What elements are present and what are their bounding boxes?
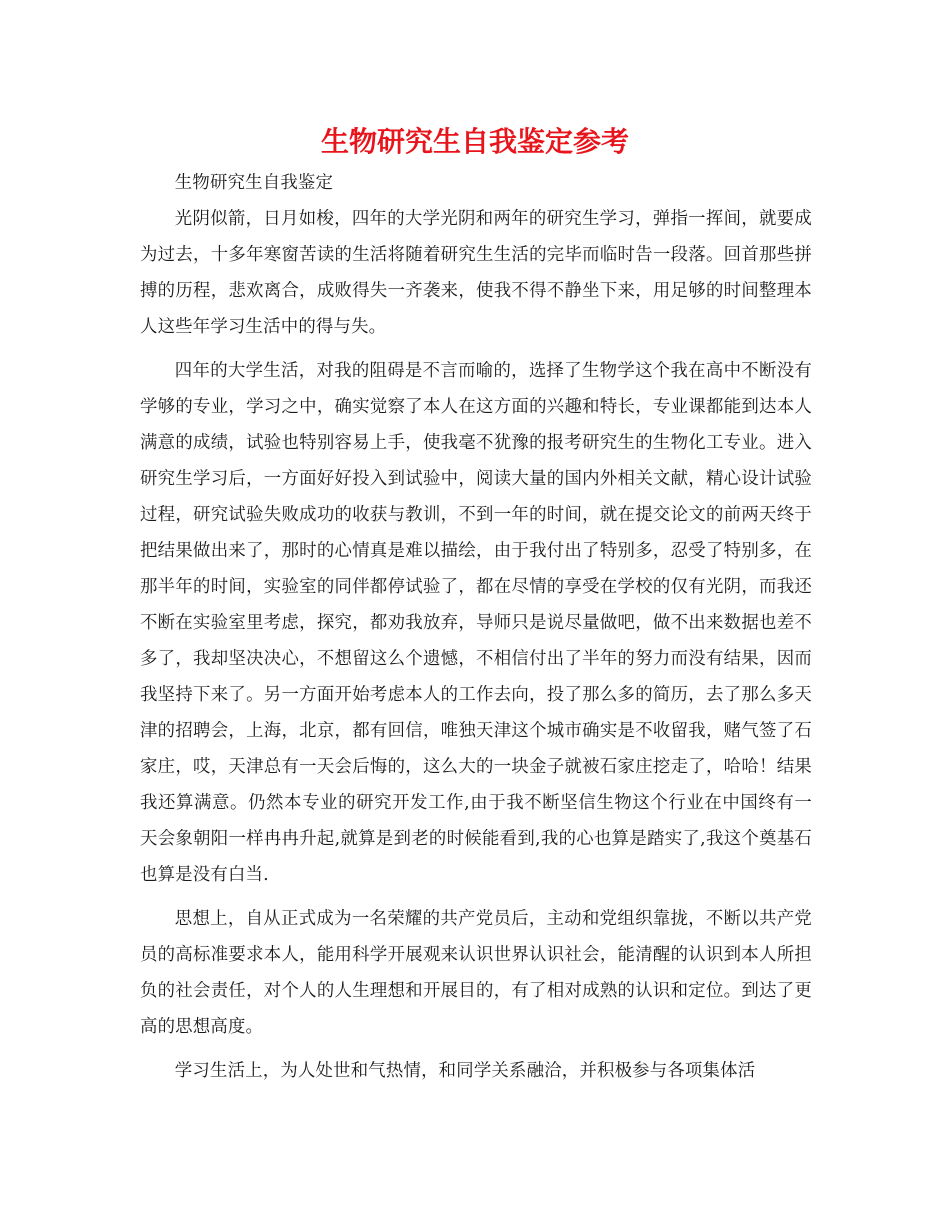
paragraph-4: 学习生活上，为人处世和气热情，和同学关系融洽，并积极参与各项集体活 <box>174 1061 756 1081</box>
paragraph-2: 四年的大学生活，对我的阻碍是不言而喻的，选择了生物学这个我在高中不断没有学够的专业，学习之中，确实觉察了本人在这方面的兴趣和特长，专业课都能到达本人满意的成绩，试验也特别容易上手，使我毫不犹豫的报考研究生的生物化工专业。进入研究生学习后，一方面好好投入到试验中，阅读大量的国内外相关文献，精心设计试验过程，研究试验失败成功的收获与教训，不到一年的时间，就在提交论文的前两天终于把结果做出来了，那时的心情真是难以描绘，由于我付出了特别多，忍受了特别多，在那半年的时间，实验室的同伴都停试验了，都在尽情的享受在学校的仅有光阴，而我还不断在实验室里考虑，探究，都劝我放弃，导师只是说尽量做吧，做不出来数据也差不多了，我却坚决决心，不想留这么个遗憾，不相信付出了半年的努力而没有结果，因而我坚持下来了。另一方面开始考虑本人的工作去向，投了那么多的简历，去了那么多天津的招聘会，上海，北京，都有回信，唯独天津这个城市确实是不收留我，赌气签了石家庄，哎，天津总有一天会后悔的，这么大的一块金子就被石家庄挖走了，哈哈！结果我还算满意。仍然本专业的研究开发工作,由于我不断坚信生物这个行业在中国终有一天会象朝阳一样冉冉升起,就算是到老的时候能看到,我的心也算是踏实了,我这个奠基石也算是没有白当. <box>140 361 812 885</box>
document-body <box>140 165 812 1089</box>
paragraph-1: 光阴似箭，日月如梭，四年的大学光阴和两年的研究生学习，弹指一挥间，就要成为过去，十多年寒窗苦读的生活将随着研究生生活的完毕而临时告一段落。回首那些拼搏的历程，悲欢离合，成败得失一齐袭来，使我不得不静坐下来，用足够的时间整理本人这些年学习生活中的得与失。 <box>140 209 812 337</box>
document-title: 生物研究生自我鉴定参考 <box>320 125 629 158</box>
document-subtitle: 生物研究生自我鉴定 <box>174 173 334 193</box>
paragraph-3: 思想上，自从正式成为一名荣耀的共产党员后，主动和党组织靠拢，不断以共产党员的高标准要求本人，能用科学开展观来认识世界认识社会，能清醒的认识到本人所担负的社会责任，对个人的人生理想和开展目的，有了相对成熟的认识和定位。到达了更高的思想高度。 <box>140 909 812 1037</box>
